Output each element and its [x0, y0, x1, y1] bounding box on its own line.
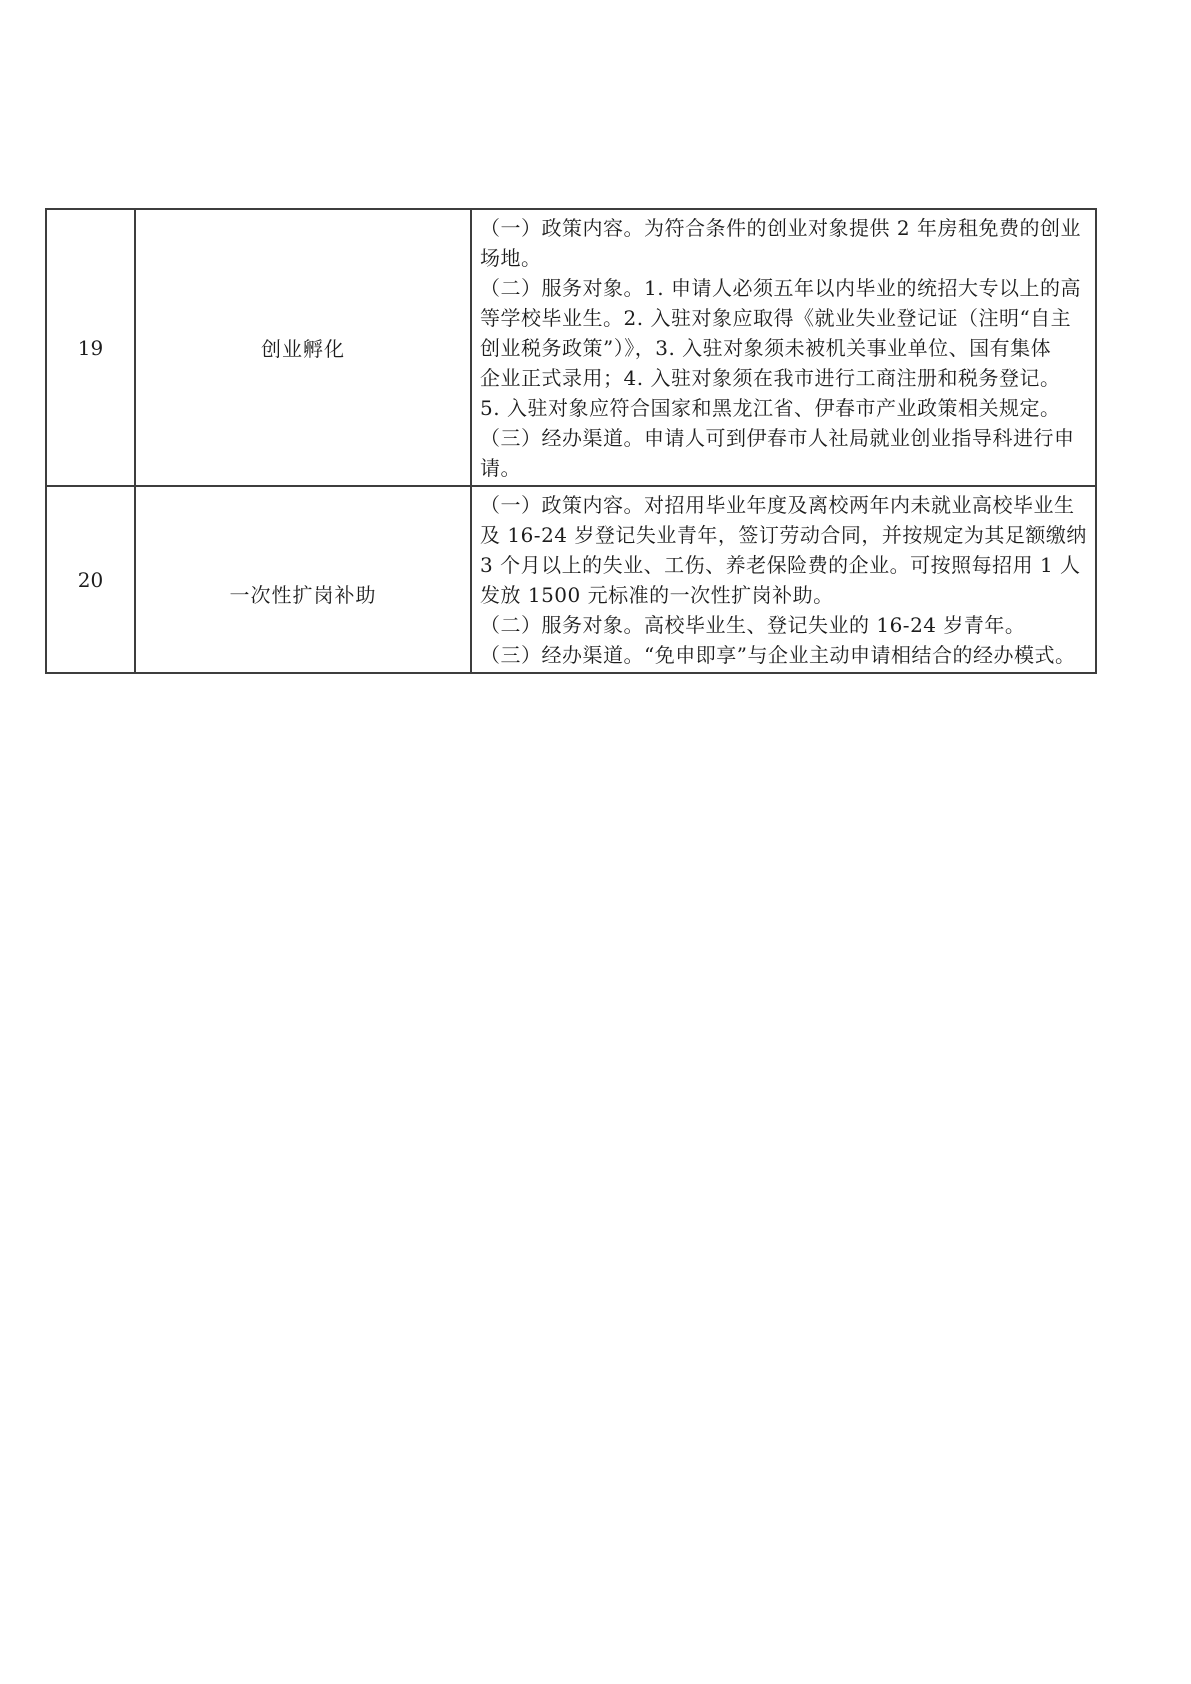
table-row-19 — [46, 209, 1096, 486]
policy-content-cell — [471, 209, 1096, 486]
row-number-cell — [46, 209, 135, 486]
policy-table — [45, 208, 1097, 674]
table-row-20 — [46, 486, 1096, 673]
content-line: 请。 — [480, 456, 521, 480]
row-number-cell — [46, 486, 135, 673]
policy-name: 一次性扩岗补助 — [229, 583, 377, 607]
content-line: 及 16-24 岁登记失业青年，签订劳动合同，并按规定为其足额缴纳 — [480, 523, 1087, 547]
content-line: 等学校毕业生。2. 入驻对象应取得《就业失业登记证（注明“自主 — [480, 306, 1072, 330]
policy-content-cell — [471, 486, 1096, 673]
content-line: 场地。 — [480, 246, 542, 270]
content-line: （二）服务对象。高校毕业生、登记失业的 16-24 岁青年。 — [480, 613, 1026, 637]
policy-name: 创业孵化 — [261, 337, 345, 361]
policy-name-cell — [135, 486, 471, 673]
content-line: （二）服务对象。1. 申请人必须五年以内毕业的统招大专以上的高 — [480, 276, 1081, 300]
content-line: （三）经办渠道。“免申即享”与企业主动申请相结合的经办模式。 — [480, 643, 1076, 667]
policy-name-cell — [135, 209, 471, 486]
content-line: （三）经办渠道。申请人可到伊春市人社局就业创业指导科进行申 — [480, 426, 1075, 450]
row-number: 20 — [77, 567, 104, 592]
content-line: 企业正式录用；4. 入驻对象须在我市进行工商注册和税务登记。 — [480, 366, 1061, 390]
content-line: 创业税务政策”）》，3. 入驻对象须未被机关事业单位、国有集体 — [480, 336, 1052, 360]
row-number: 19 — [77, 335, 104, 360]
content-line: 3 个月以上的失业、工伤、养老保险费的企业。可按照每招用 1 人 — [480, 553, 1081, 577]
content-line: （一）政策内容。为符合条件的创业对象提供 2 年房租免费的创业 — [480, 216, 1081, 240]
content-line: （一）政策内容。对招用毕业年度及离校两年内未就业高校毕业生 — [480, 493, 1075, 517]
content-line: 发放 1500 元标准的一次性扩岗补助。 — [480, 583, 834, 607]
content-line: 5. 入驻对象应符合国家和黑龙江省、伊春市产业政策相关规定。 — [480, 396, 1061, 420]
